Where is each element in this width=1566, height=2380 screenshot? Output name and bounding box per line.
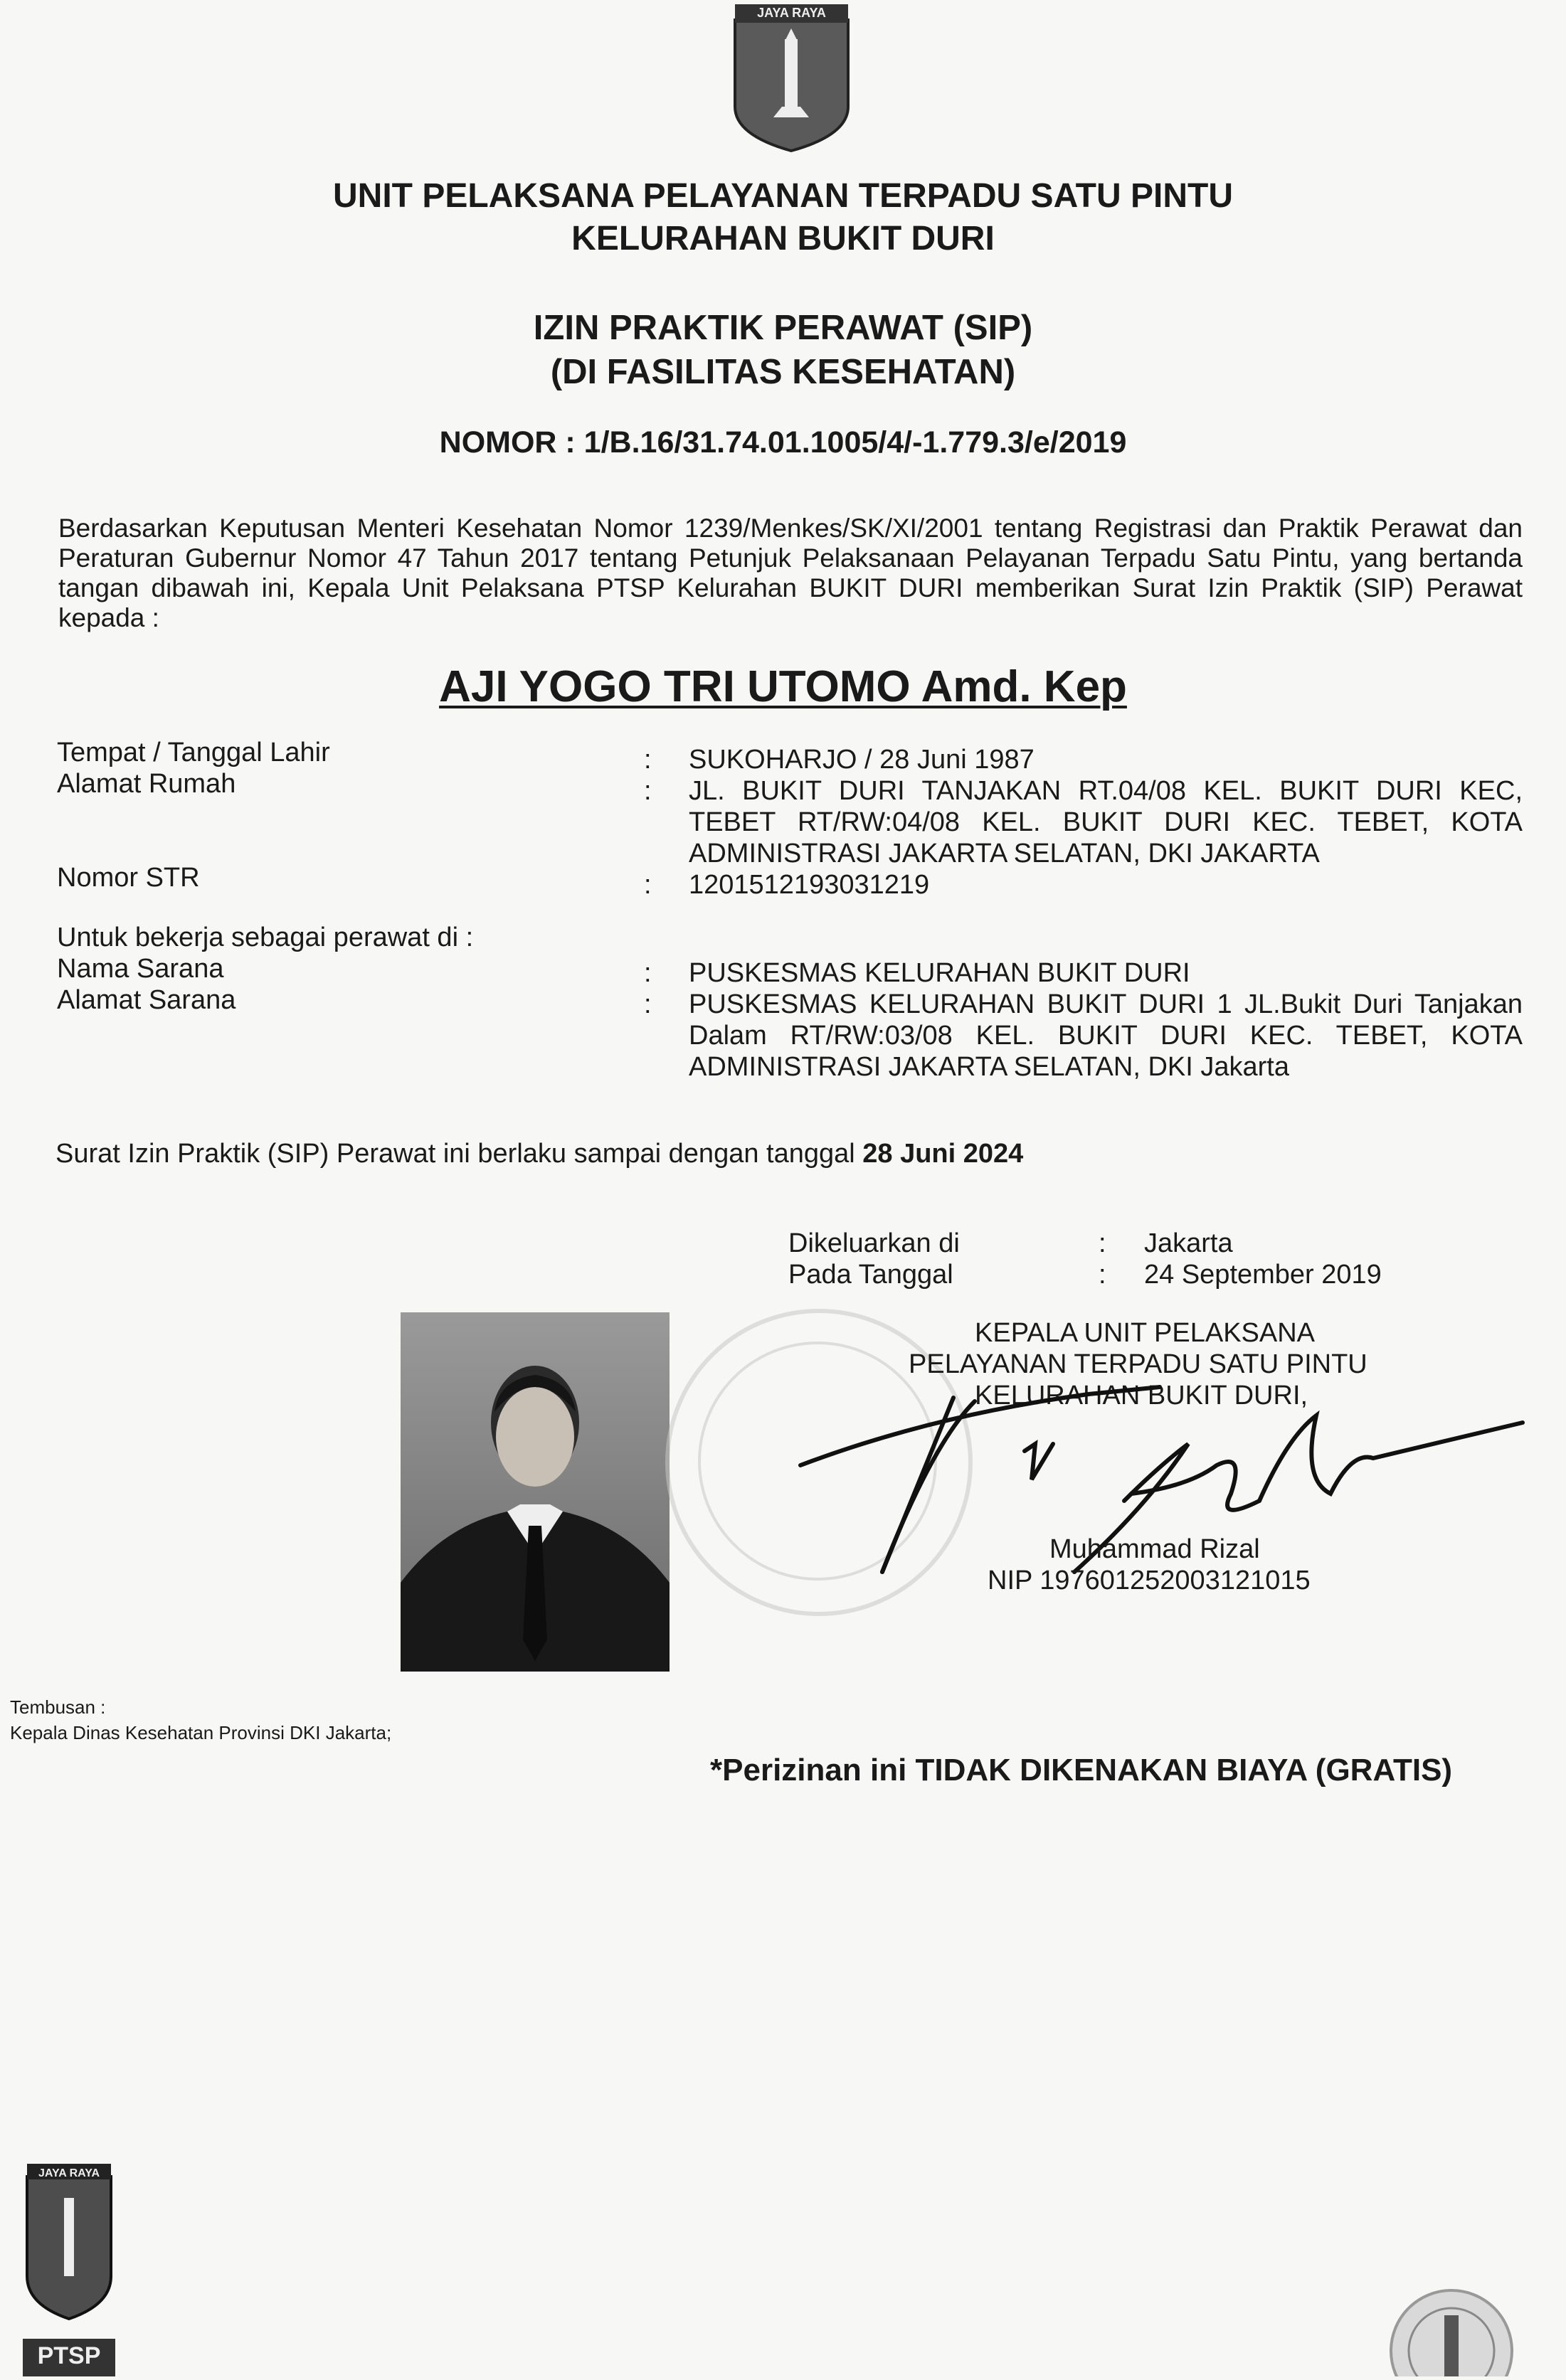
signatory-title-line3: KELURAHAN BUKIT DURI,	[975, 1381, 1308, 1411]
intro-paragraph: Berdasarkan Keputusan Menteri Kesehatan Nomor 1239/Menkes/SK/XI/2001 tentang Registrasi dan Praktik Perawat dan Peraturan Gubernur Nomor 47 Tahun 2017 tentang Petunjuk Pelaksanaan Pelayanan Terpadu Satu Pintu, yang bertanda tangan dibawah ini, Kepala Unit Pelaksana PTSP Kelurahan BUKIT DURI memberikan Surat Izin Praktik (SIP) Perawat kepada :	[58, 514, 1523, 632]
issued-place-label: Dikeluarkan di	[788, 1228, 960, 1258]
signatory-title-line2: PELAYANAN TERPADU SATU PINTU	[909, 1349, 1367, 1379]
validity-date: 28 Juni 2024	[862, 1139, 1024, 1169]
bottom-seal-icon	[1387, 2273, 1515, 2376]
facility-value: PUSKESMAS KELURAHAN BUKIT DURI	[689, 958, 1190, 988]
signatory-nip: NIP 197601252003121015	[988, 1566, 1311, 1595]
birth-colon: :	[644, 745, 652, 775]
signatory-title-line1: KEPALA UNIT PELAKSANA	[975, 1318, 1316, 1348]
issuer-header-line2: KELURAHAN BUKIT DURI	[571, 220, 995, 257]
facility-address-value: PUSKESMAS KELURAHAN BUKIT DURI 1 JL.Bukit Duri Tanjakan Dalam RT/RW:03/08 KEL. BUKIT DURI KEC. TEBET, KOTA ADMINISTRASI JAKARTA SELATAN, DKI Jakarta	[689, 989, 1523, 1082]
address-colon: :	[644, 776, 652, 806]
crest-motto: JAYA RAYA	[757, 6, 826, 20]
birth-label: Tempat / Tanggal Lahir	[57, 738, 330, 767]
free-of-charge-note: *Perizinan ini TIDAK DIKENAKAN BIAYA (GRATIS)	[710, 1753, 1453, 1787]
facility-address-label: Alamat Sarana	[57, 985, 236, 1015]
issued-date-value: 24 September 2019	[1144, 1260, 1382, 1290]
ptsp-logo-motto: JAYA RAYA	[38, 2167, 100, 2179]
address-value: JL. BUKIT DURI TANJAKAN RT.04/08 KEL. BUKIT DURI KEC, TEBET RT/RW:04/08 KEL. BUKIT DURI KEC. TEBET, KOTA ADMINISTRASI JAKARTA SELATAN, DKI JAKARTA	[689, 776, 1523, 868]
facility-address-colon: :	[644, 989, 652, 1019]
facility-colon: :	[644, 958, 652, 988]
issued-place-colon: :	[1099, 1228, 1106, 1258]
holder-photo	[401, 1312, 670, 1672]
facility-label: Nama Sarana	[57, 954, 224, 984]
birth-value: SUKOHARJO / 28 Juni 1987	[689, 745, 1035, 775]
issued-place-value: Jakarta	[1144, 1228, 1233, 1258]
ptsp-logo-label: PTSP	[37, 2342, 101, 2369]
issued-date-label: Pada Tanggal	[788, 1260, 953, 1290]
str-colon: :	[644, 870, 652, 900]
validity-statement	[55, 1138, 1023, 1169]
document-title-line2: (DI FASILITAS KESEHATAN)	[550, 353, 1016, 391]
address-label: Alamat Rumah	[57, 769, 236, 799]
tembusan-label: Tembusan :	[10, 1696, 106, 1718]
document-title-line1: IZIN PRAKTIK PERAWAT (SIP)	[533, 309, 1033, 347]
work-intro: Untuk bekerja sebagai perawat di :	[57, 923, 474, 952]
str-label: Nomor STR	[57, 863, 200, 893]
document-number: NOMOR : 1/B.16/31.74.01.1005/4/-1.779.3/e/2019	[439, 425, 1127, 459]
signatory-name: Muhammad Rizal	[1049, 1534, 1260, 1564]
validity-text: Surat Izin Praktik (SIP) Perawat ini berlaku sampai dengan tanggal	[55, 1139, 855, 1169]
holder-name: AJI YOGO TRI UTOMO Amd. Kep	[439, 662, 1127, 711]
issuer-header-line1: UNIT PELAKSANA PELAYANAN TERPADU SATU PINTU	[333, 177, 1233, 215]
issued-date-colon: :	[1099, 1260, 1106, 1290]
str-value: 1201512193031219	[689, 870, 930, 900]
tembusan-recipient: Kepala Dinas Kesehatan Provinsi DKI Jakarta;	[10, 1722, 392, 1743]
